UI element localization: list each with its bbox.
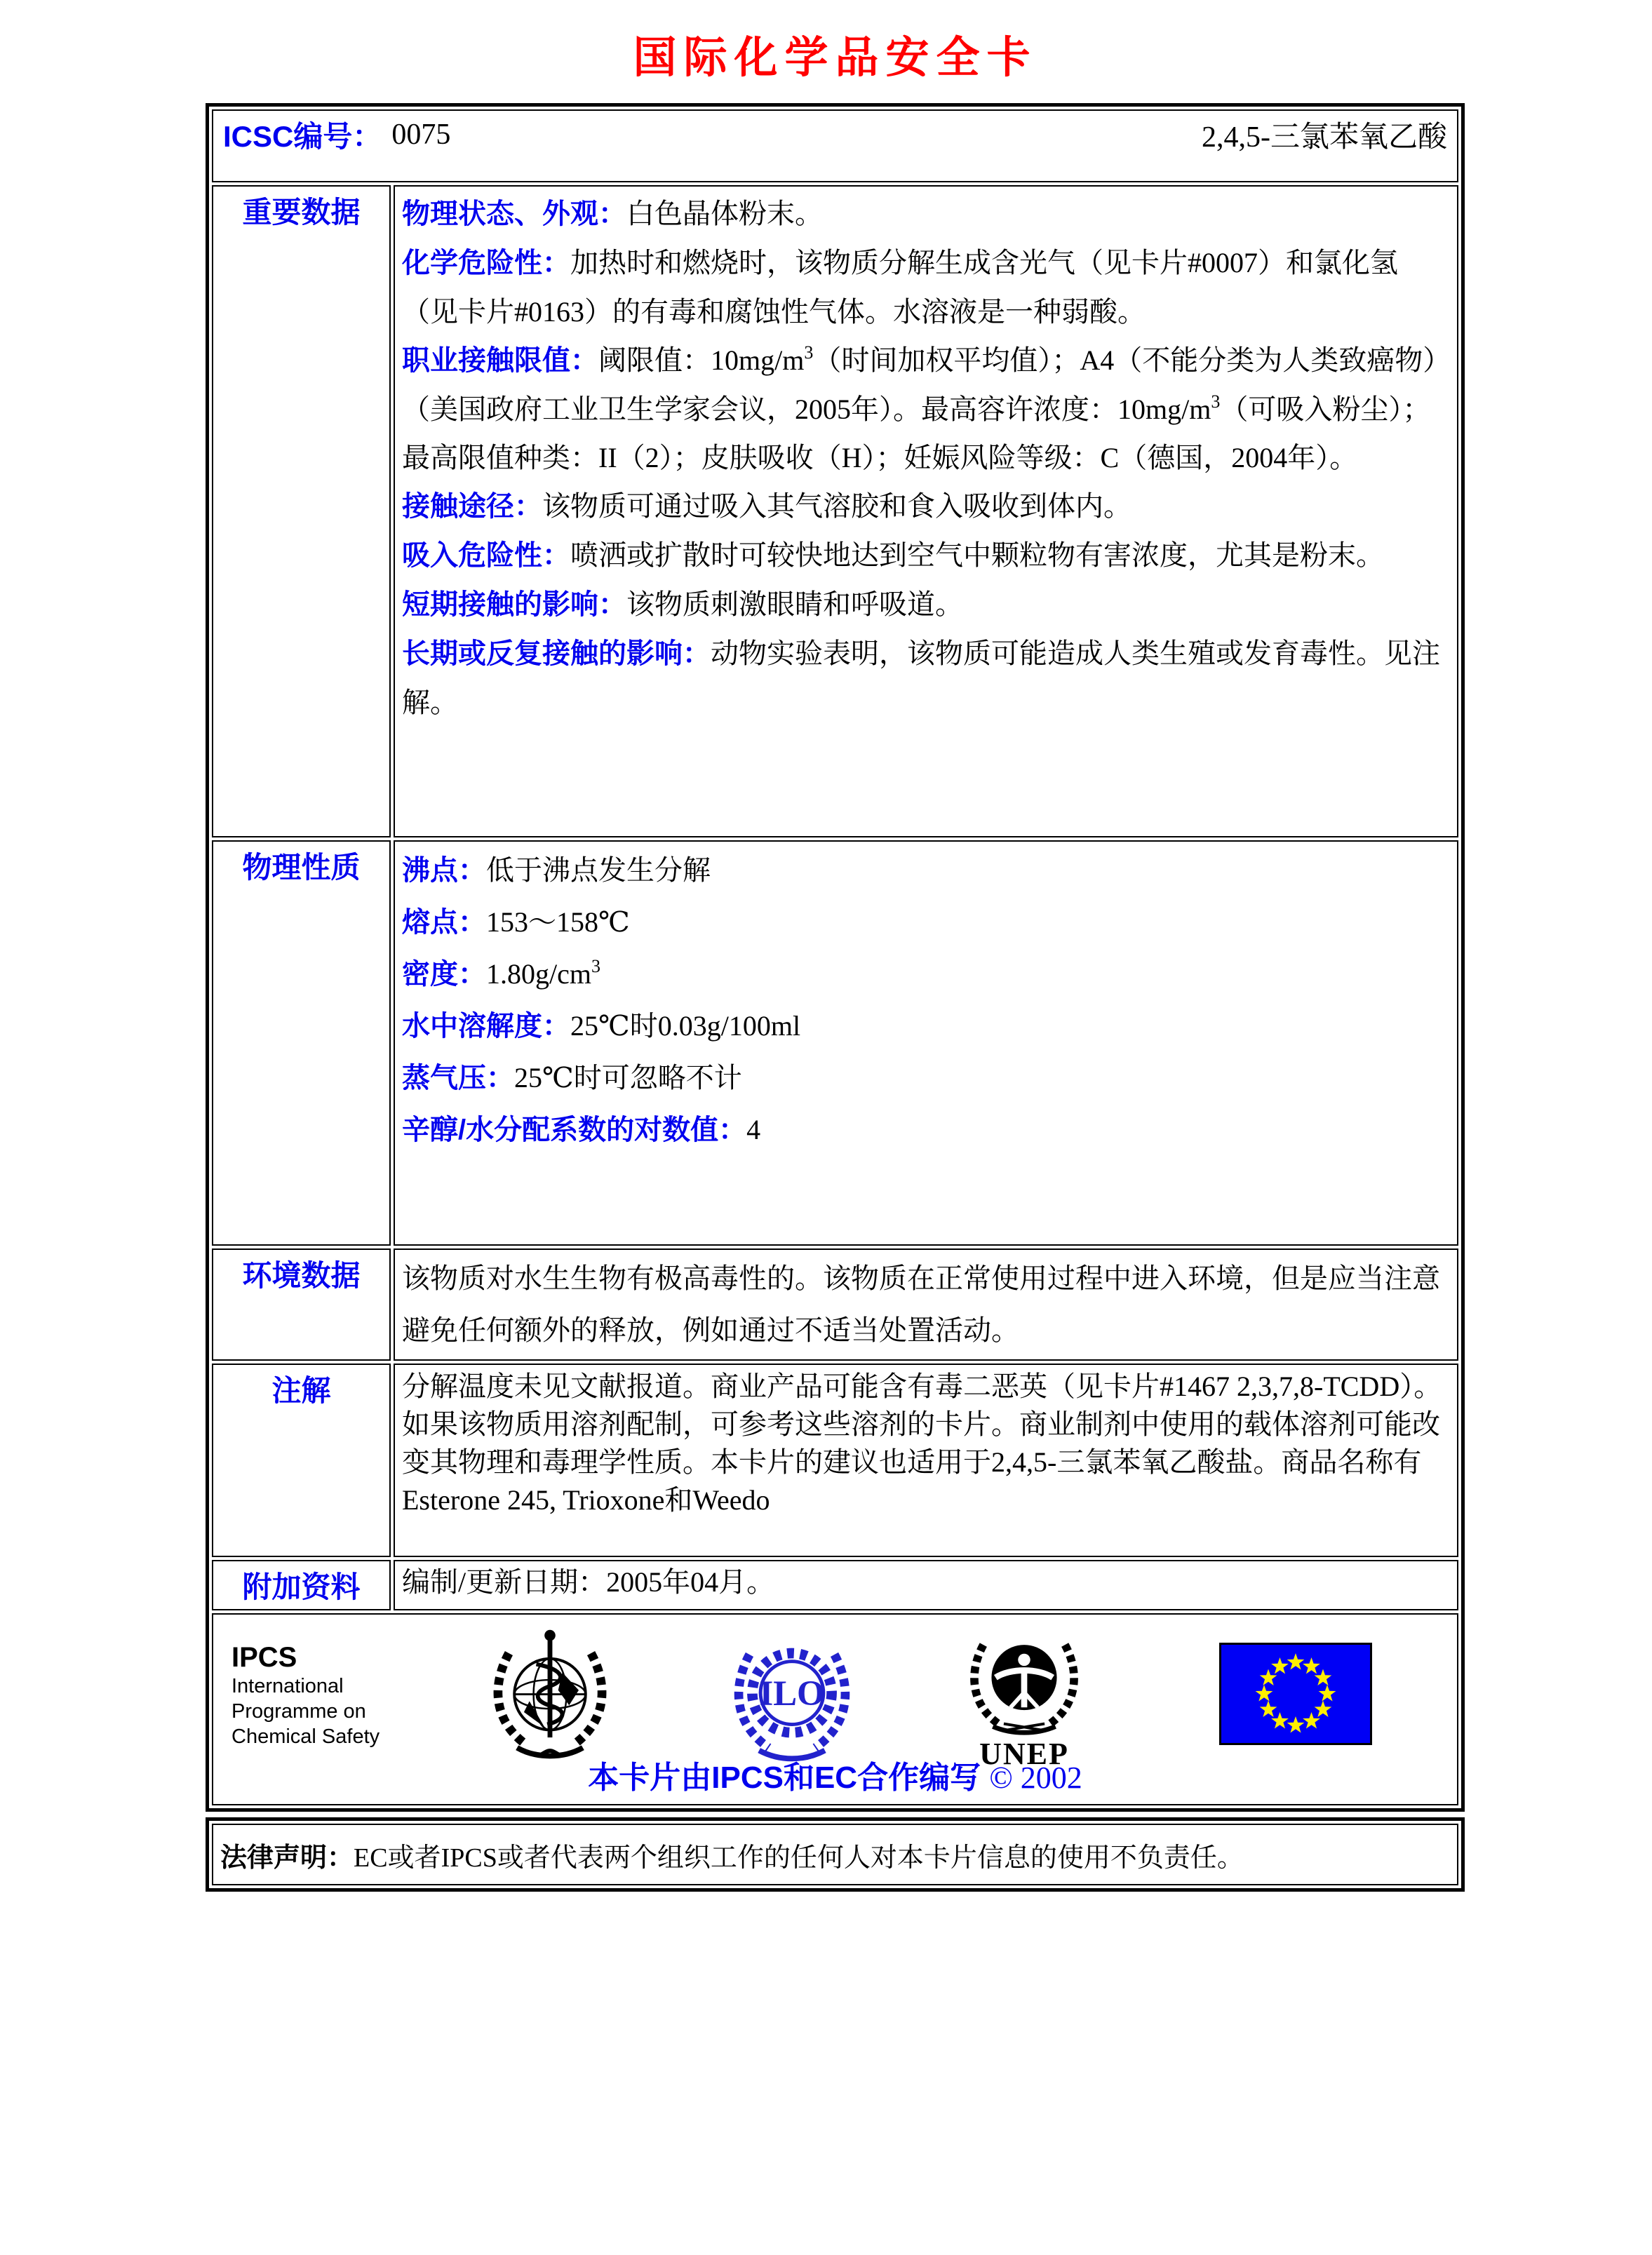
legal-notice-text: EC或者IPCS或者代表两个组织工作的任何人对本卡片信息的使用不负责任。 — [354, 1843, 1244, 1873]
card-page — [206, 22, 1465, 1892]
eu-flag — [1219, 1643, 1372, 1749]
unep-logo-text: UNEP — [979, 1737, 1069, 1771]
ipcs-line-1: International — [231, 1675, 344, 1697]
caption-text: 本卡片由IPCS和EC合作编写 — [588, 1761, 981, 1795]
physical-properties-row — [212, 840, 1458, 1246]
unep-logo — [961, 1624, 1087, 1772]
section-content-important: 物理状态、外观：白色晶体粉末。 化学危险性：加热时和燃烧时，该物质分解生成含光气（见卡片#0007）和氯化氢（见卡片#0163）的有毒和腐蚀性气体。水溶液是一种弱酸。 职业接触限值：阈限值：$10mg/m^3$（时间加权平均值）；A4（不能分类为人类致癌物）（美国政府工业卫生学家会议，2005年）。最高容许浓度：$10mg/m^3$（可吸入粉尘）；最高限值种类：II（2）；皮肤吸收（H）；妊娠风险等级：C（德国，2004年）。 接触途径：该物质可通过吸入其气溶胶和食入吸收到体内。 吸入危险性：喷洒或扩散时可较快地达到空气中颗粒物有害浓度，尤其是粉末。 短期接触的影响：该物质刺激眼睛和呼吸道。 长期或反复接触的影响：动物实验表明，该物质可能造成人类生殖或发育毒性。见注解。 — [394, 185, 1458, 837]
icsc-header-cell — [212, 109, 1458, 182]
logos-cell — [212, 1613, 1458, 1805]
section-content-notes: 分解温度未见文献报道。商业产品可能含有毒二恶英（见卡片#1467 2,3,7,8-TCDD）。如果该物质用溶剂配制，可参考这些溶剂的卡片。商业制剂中使用的载体溶剂可能改变其物理和毒理学性质。本卡片的建议也适用于2,4,5-三氯苯氧乙酸盐。商品名称有Esterone 245, Trioxone和Weedo — [394, 1364, 1458, 1557]
important-data-row — [212, 185, 1458, 837]
legal-notice-cell — [212, 1824, 1458, 1885]
page-title: 国际化学品安全卡 — [633, 34, 1037, 82]
icsc-header-row — [212, 109, 1458, 182]
notes-row — [212, 1364, 1458, 1557]
section-label-important: 重要数据 — [212, 185, 391, 837]
legal-notice-label: 法律声明： — [220, 1843, 354, 1873]
section-content-environment: 该物质对水生生物有极高毒性的。该物质在正常使用过程中进入环境，但是应当注意避免任何额外的释放，例如通过不适当处置活动。 — [394, 1248, 1458, 1361]
section-label-extra: 附加资料 — [212, 1560, 391, 1610]
who-logo — [480, 1624, 620, 1772]
logos-row — [212, 1613, 1458, 1805]
section-label-physical: 物理性质 — [212, 840, 391, 1246]
section-label-environment: 环境数据 — [212, 1248, 391, 1361]
ipcs-acronym: IPCS — [231, 1642, 297, 1673]
ilo-logo-text: ILO — [759, 1674, 825, 1714]
chemical-name: 2,4,5-三氯苯氧乙酸 — [1202, 121, 1447, 154]
ipcs-text-block — [231, 1641, 380, 1749]
section-content-extra: 编制/更新日期：2005年04月。 — [394, 1560, 1458, 1610]
card-caption — [220, 1752, 1450, 1797]
ilo-logo — [722, 1624, 862, 1772]
section-content-physical: 沸点：低于沸点发生分解 熔点：153～158℃ 密度：$1.80g/cm^3$ 水中溶解度：25℃时0.03g/100ml 蒸气压：25℃时可忽略不计 辛醇/水分配系数的对数值：4 — [394, 840, 1458, 1246]
legal-notice-row — [212, 1824, 1458, 1885]
safety-card-table — [206, 103, 1465, 1812]
icsc-number-value: 0075 — [391, 119, 451, 151]
environmental-data-row — [212, 1248, 1458, 1361]
copyright-text: © 2002 — [989, 1761, 1082, 1795]
section-label-notes: 注解 — [212, 1364, 391, 1557]
legal-notice-table — [206, 1817, 1465, 1892]
additional-info-row — [212, 1560, 1458, 1610]
ipcs-line-2: Programme on — [231, 1700, 366, 1723]
ipcs-line-3: Chemical Safety — [231, 1725, 380, 1748]
icsc-number-label: ICSC编号： — [223, 120, 382, 153]
